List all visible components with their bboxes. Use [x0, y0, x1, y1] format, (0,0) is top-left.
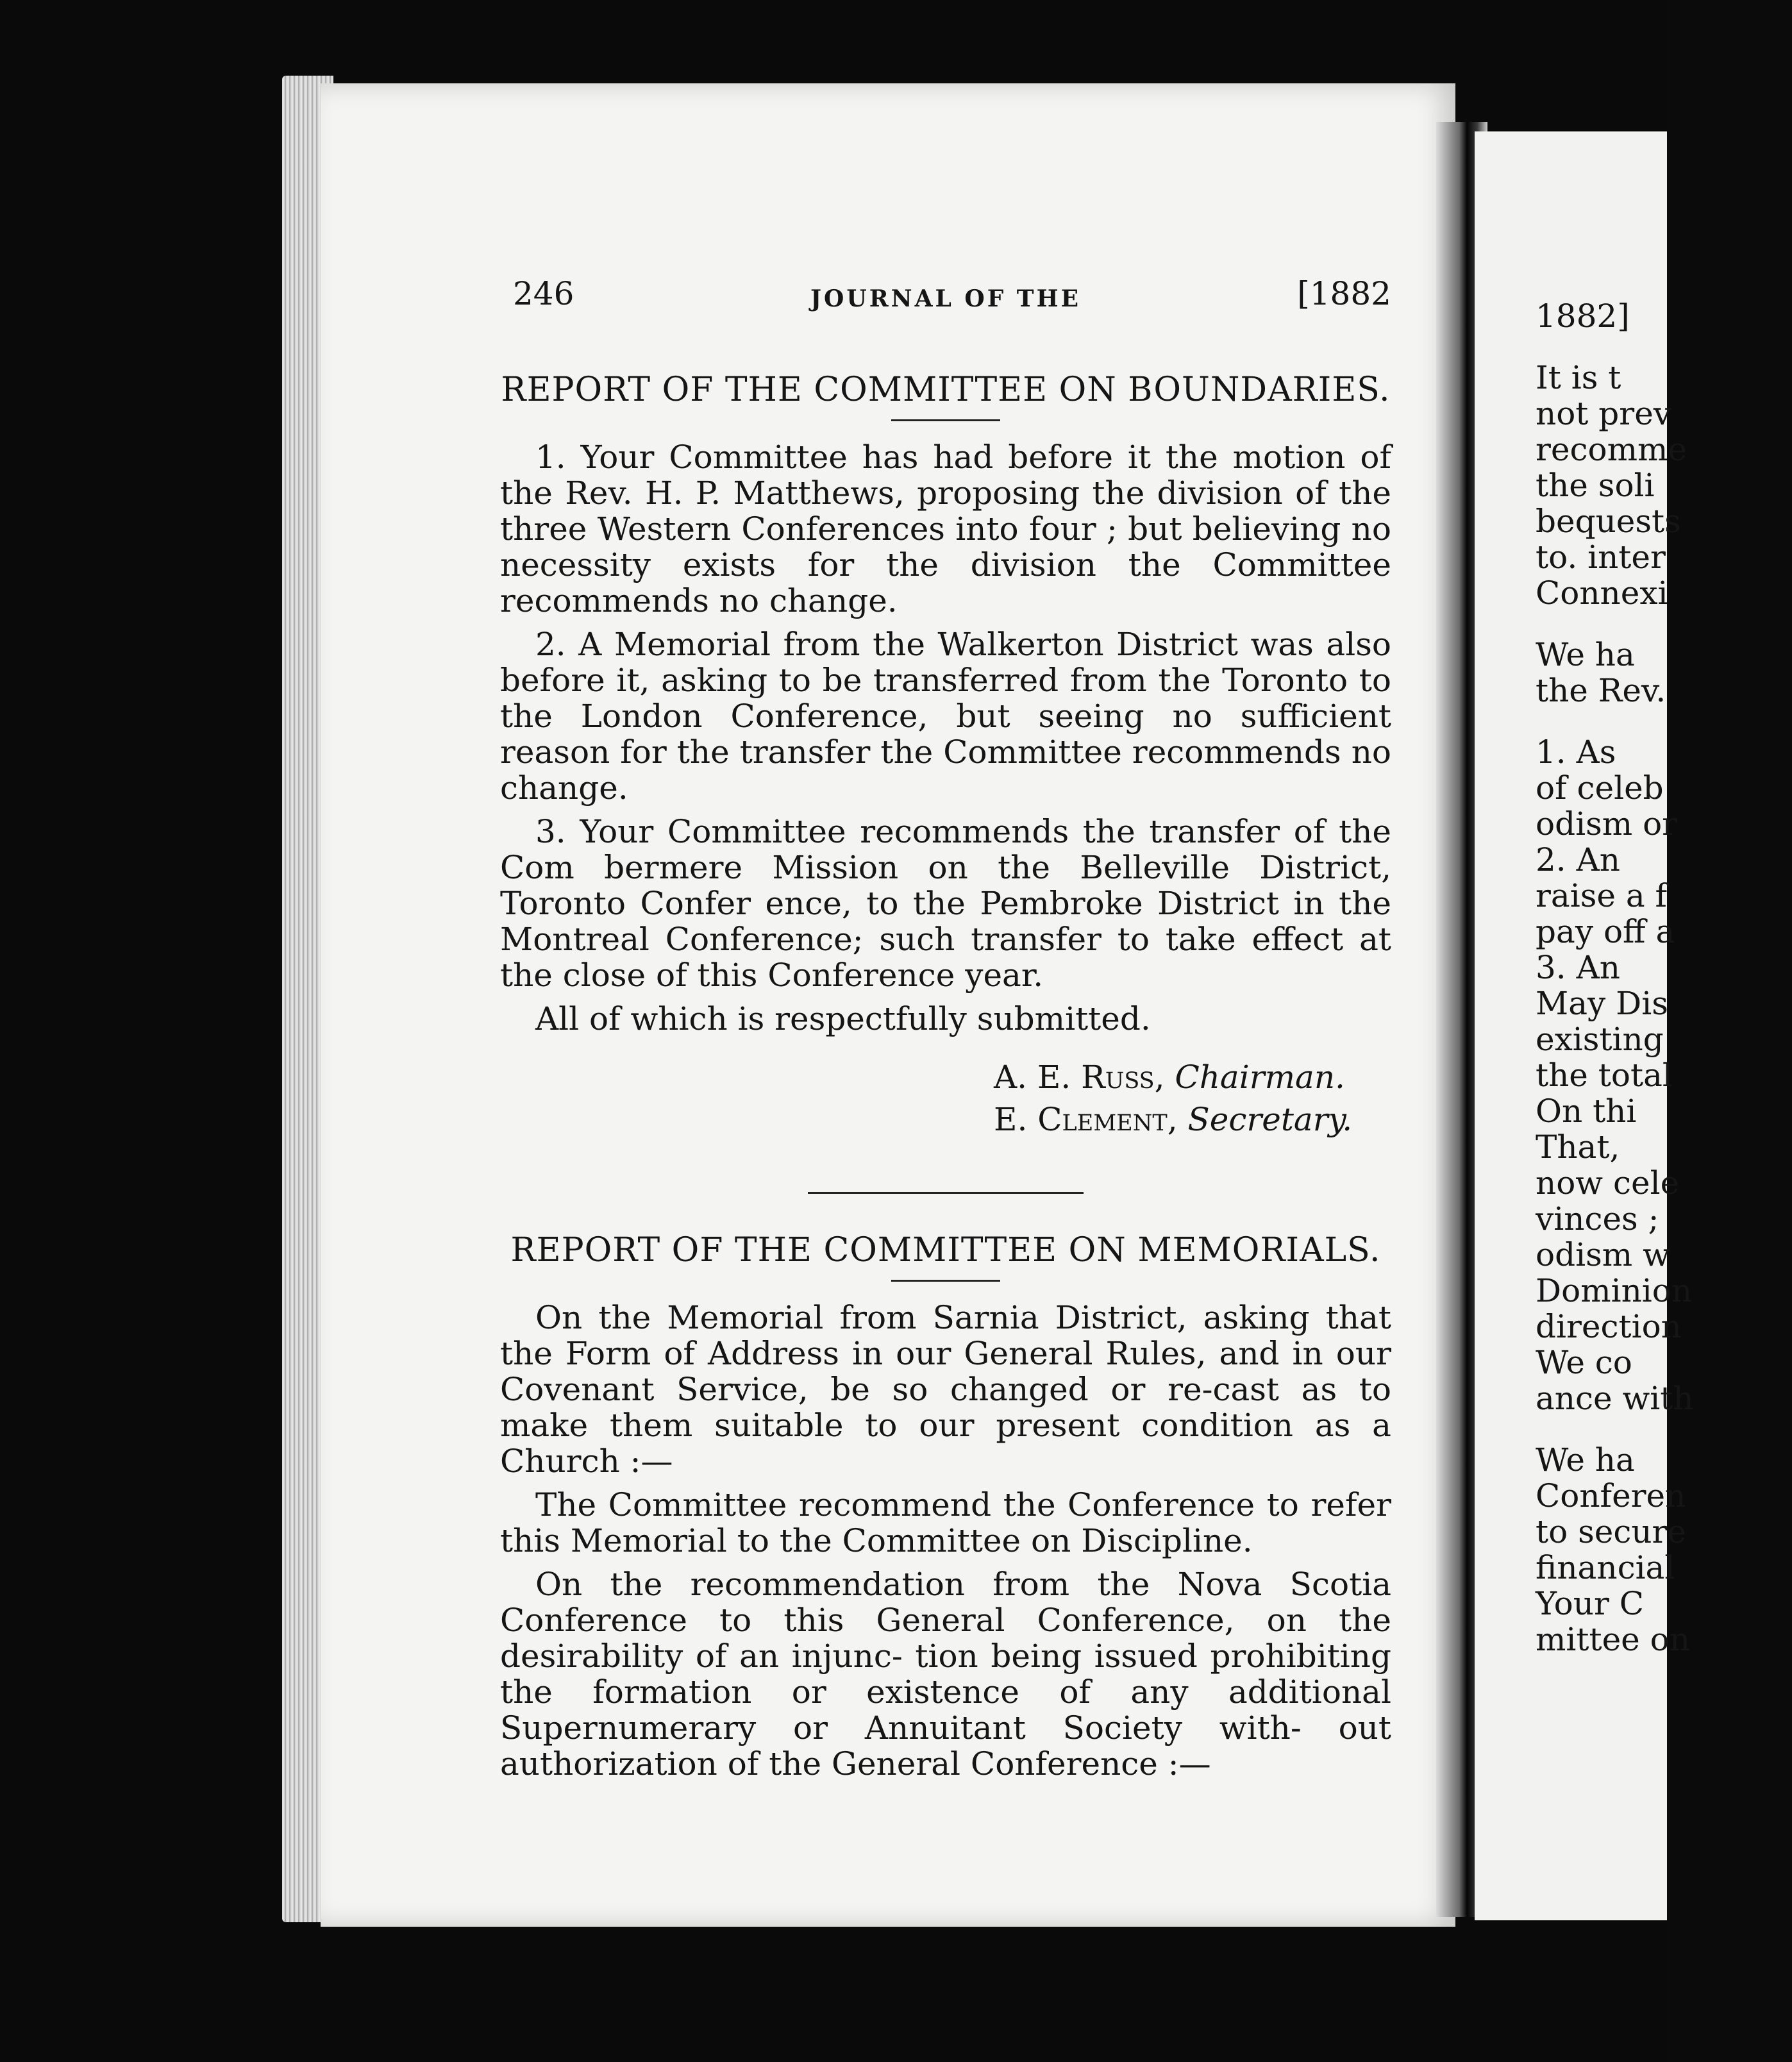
- right-page-line: to. inter: [1536, 539, 1666, 576]
- running-title: JOURNAL OF THE: [810, 285, 1082, 312]
- right-page-line: the soli: [1536, 467, 1655, 504]
- boundaries-paragraph: 2. A Memorial from the Walkerton District was also before it, asking to be transferred from the Toronto to the London Conference, but seeing no sufficient reason for the transfer the Committee recommends no change.: [500, 626, 1391, 807]
- signature-name: E. Clement,: [994, 1101, 1178, 1138]
- memorials-paragraph: On the recommendation from the Nova Scotia Conference to this General Conference, on the desirability of an injunc- tion being issued prohibiting the formation or existence of any additional Supernumerary or Annuitant Society with- out authorization of the General Conference :—: [500, 1566, 1391, 1782]
- boundaries-title: REPORT OF THE COMMITTEE ON BOUNDARIES.: [501, 371, 1391, 409]
- boundaries-paragraph: 3. Your Committee recommends the transfer of the Com bermere Mission on the Belleville District, Toronto Confer ence, to the Pembroke District in the Montreal Conference; such transfer to take effect at the close of this Conference year.: [500, 813, 1391, 994]
- right-running-year: 1882]: [1536, 298, 1630, 335]
- right-page-line: the Rev.: [1536, 672, 1666, 709]
- signatures: [500, 1056, 1391, 1141]
- right-page-line: [1536, 708, 1792, 734]
- right-page-line: On thi: [1536, 1093, 1637, 1130]
- right-page-line: [1536, 611, 1792, 637]
- right-page-line: not prev: [1536, 395, 1672, 432]
- right-page-line: recomme: [1536, 431, 1687, 468]
- right-page-line: existing: [1536, 1021, 1664, 1058]
- right-page-line: to secure: [1536, 1513, 1687, 1550]
- right-page-line: of celeb: [1536, 769, 1664, 807]
- right-page-line: financial: [1536, 1549, 1675, 1586]
- right-page-line: Conferen: [1536, 1477, 1686, 1514]
- memorials-paragraph: The Committee recommend the Conference to refer this Memorial to the Committee on Discipline.: [500, 1486, 1391, 1559]
- signature-secretary: [994, 1098, 1391, 1141]
- signature-name: A. E. Russ,: [994, 1059, 1165, 1096]
- right-page-line: odism w: [1536, 1236, 1670, 1273]
- right-page-line: mittee on: [1536, 1621, 1690, 1658]
- left-page: [321, 83, 1455, 1927]
- submitted-line: All of which is respectfully submitted.: [535, 1000, 1151, 1037]
- left-page-content: [500, 276, 1391, 1790]
- right-page-line: [1536, 1416, 1792, 1442]
- memorials-paragraph: On the Memorial from Sarnia District, asking that the Form of Address in our General Rules, and in our Covenant Service, be so changed or re-cast as to make them suitable to our present condition as a Church :—: [500, 1299, 1391, 1480]
- signature-role: Chairman.: [1175, 1059, 1345, 1096]
- right-page-line: That,: [1536, 1128, 1620, 1166]
- right-page-line: May Dis: [1536, 985, 1668, 1022]
- title-rule: [891, 419, 1000, 421]
- title-rule: [891, 1280, 1000, 1282]
- right-page-line: the total: [1536, 1057, 1673, 1094]
- right-page-line: direction: [1536, 1308, 1682, 1345]
- right-page-line: ance with: [1536, 1380, 1694, 1417]
- right-page-line: We ha: [1536, 636, 1635, 673]
- right-page-line: We co: [1536, 1344, 1632, 1381]
- right-page-line: raise a f: [1536, 877, 1668, 914]
- running-head: [500, 276, 1391, 321]
- right-page-line: odism or: [1536, 805, 1678, 842]
- right-page-line: We ha: [1536, 1441, 1635, 1479]
- right-page-line: Connexi: [1536, 574, 1668, 612]
- memorials-title: REPORT OF THE COMMITTEE ON MEMORIALS.: [510, 1231, 1381, 1270]
- page-number: 246: [513, 275, 574, 312]
- right-page-line: 2. An: [1536, 841, 1620, 878]
- right-page-line: Your C: [1536, 1585, 1645, 1622]
- right-page-line: It is t: [1536, 359, 1621, 396]
- running-year: [1882: [1297, 275, 1391, 312]
- right-page-line: bequests: [1536, 503, 1681, 540]
- signature-chairman: [994, 1056, 1391, 1098]
- right-page-content: [1536, 298, 1792, 1657]
- right-page: [1475, 131, 1694, 1920]
- right-page-line: 1. As: [1536, 733, 1616, 771]
- right-page-line: now cele: [1536, 1164, 1680, 1202]
- signature-role: Secretary.: [1187, 1101, 1353, 1138]
- right-page-lines: [1536, 360, 1792, 1657]
- boundaries-paragraph: 1. Your Committee has had before it the motion of the Rev. H. P. Matthews, proposing the division of the three Western Conferences into four ; but believing no necessity exists for the division the Committee recommends no change.: [500, 439, 1391, 619]
- section-divider: [808, 1192, 1084, 1194]
- right-page-line: pay off a: [1536, 913, 1675, 950]
- right-page-line: Dominion: [1536, 1272, 1693, 1309]
- right-page-line: 3. An: [1536, 949, 1620, 986]
- right-page-line: vinces ;: [1536, 1200, 1659, 1237]
